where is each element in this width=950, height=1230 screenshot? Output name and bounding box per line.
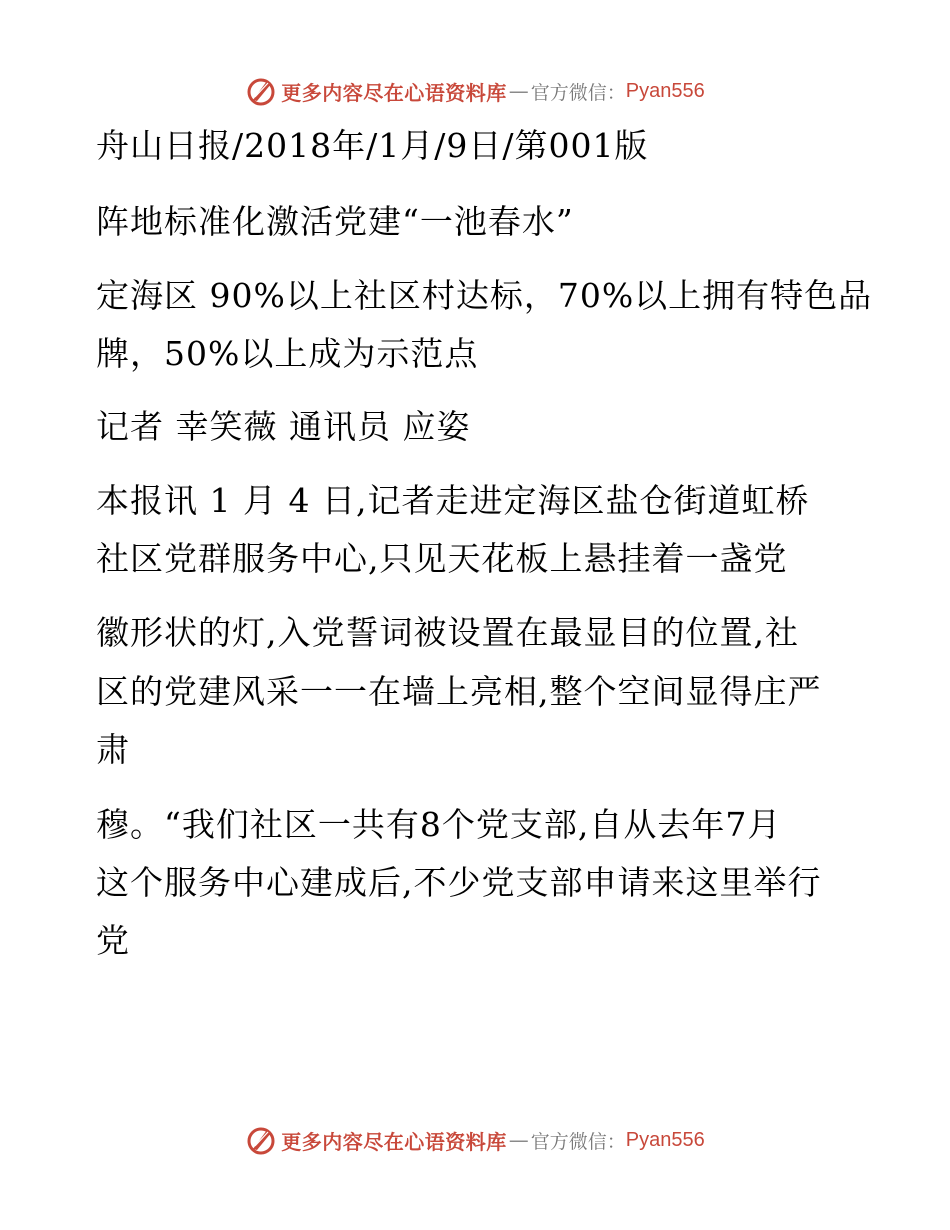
- watermark-wechat-id: Pyan556: [625, 79, 705, 102]
- watermark-dash: —: [508, 1128, 529, 1152]
- article-body-line: 徽形状的灯,入党誓词被设置在最显目的位置,社: [96, 613, 799, 652]
- quill-pen-circle-icon: [245, 75, 277, 107]
- article-subheadline-line-2: 牌，50%以上成为示范点: [96, 334, 479, 373]
- watermark-wechat-label: 官方微信：: [530, 81, 626, 104]
- watermark-banner-top: [0, 71, 950, 111]
- watermark-brand-text: 更多内容尽在心语资料库: [281, 1129, 507, 1154]
- article-body-line: 这个服务中心建成后,不少党支部申请来这里举行: [96, 863, 822, 902]
- article-headline: 阵地标准化激活党建“一池春水”: [96, 202, 574, 241]
- article-body-line: 肃: [96, 730, 130, 769]
- watermark-wechat-id: Pyan556: [625, 1128, 705, 1151]
- article-meta-line: 舟山日报/2018年/1月/9日/第001版: [96, 126, 649, 165]
- article-body-line: 区的党建风采一一在墙上亮相,整个空间显得庄严: [96, 672, 822, 711]
- article-byline: 记者 幸笑薇 通讯员 应姿: [96, 407, 471, 446]
- article-subheadline-line-1: 定海区 90%以上社区村达标，70%以上拥有特色品: [96, 276, 873, 315]
- watermark-dash: —: [508, 79, 529, 103]
- watermark-wechat-label: 官方微信：: [530, 1130, 626, 1153]
- article-body-line: 社区党群服务中心,只见天花板上悬挂着一盏党: [96, 539, 788, 578]
- watermark-brand-text: 更多内容尽在心语资料库: [281, 80, 507, 105]
- article-body-line: 本报讯 1 月 4 日,记者走进定海区盐仓街道虹桥: [96, 481, 810, 520]
- quill-pen-circle-icon: [245, 1124, 277, 1156]
- article-body-line: 党: [96, 921, 130, 960]
- watermark-banner-bottom: [0, 1120, 950, 1160]
- article-body-line: 穆。“我们社区一共有8个党支部,自从去年7月: [96, 805, 782, 844]
